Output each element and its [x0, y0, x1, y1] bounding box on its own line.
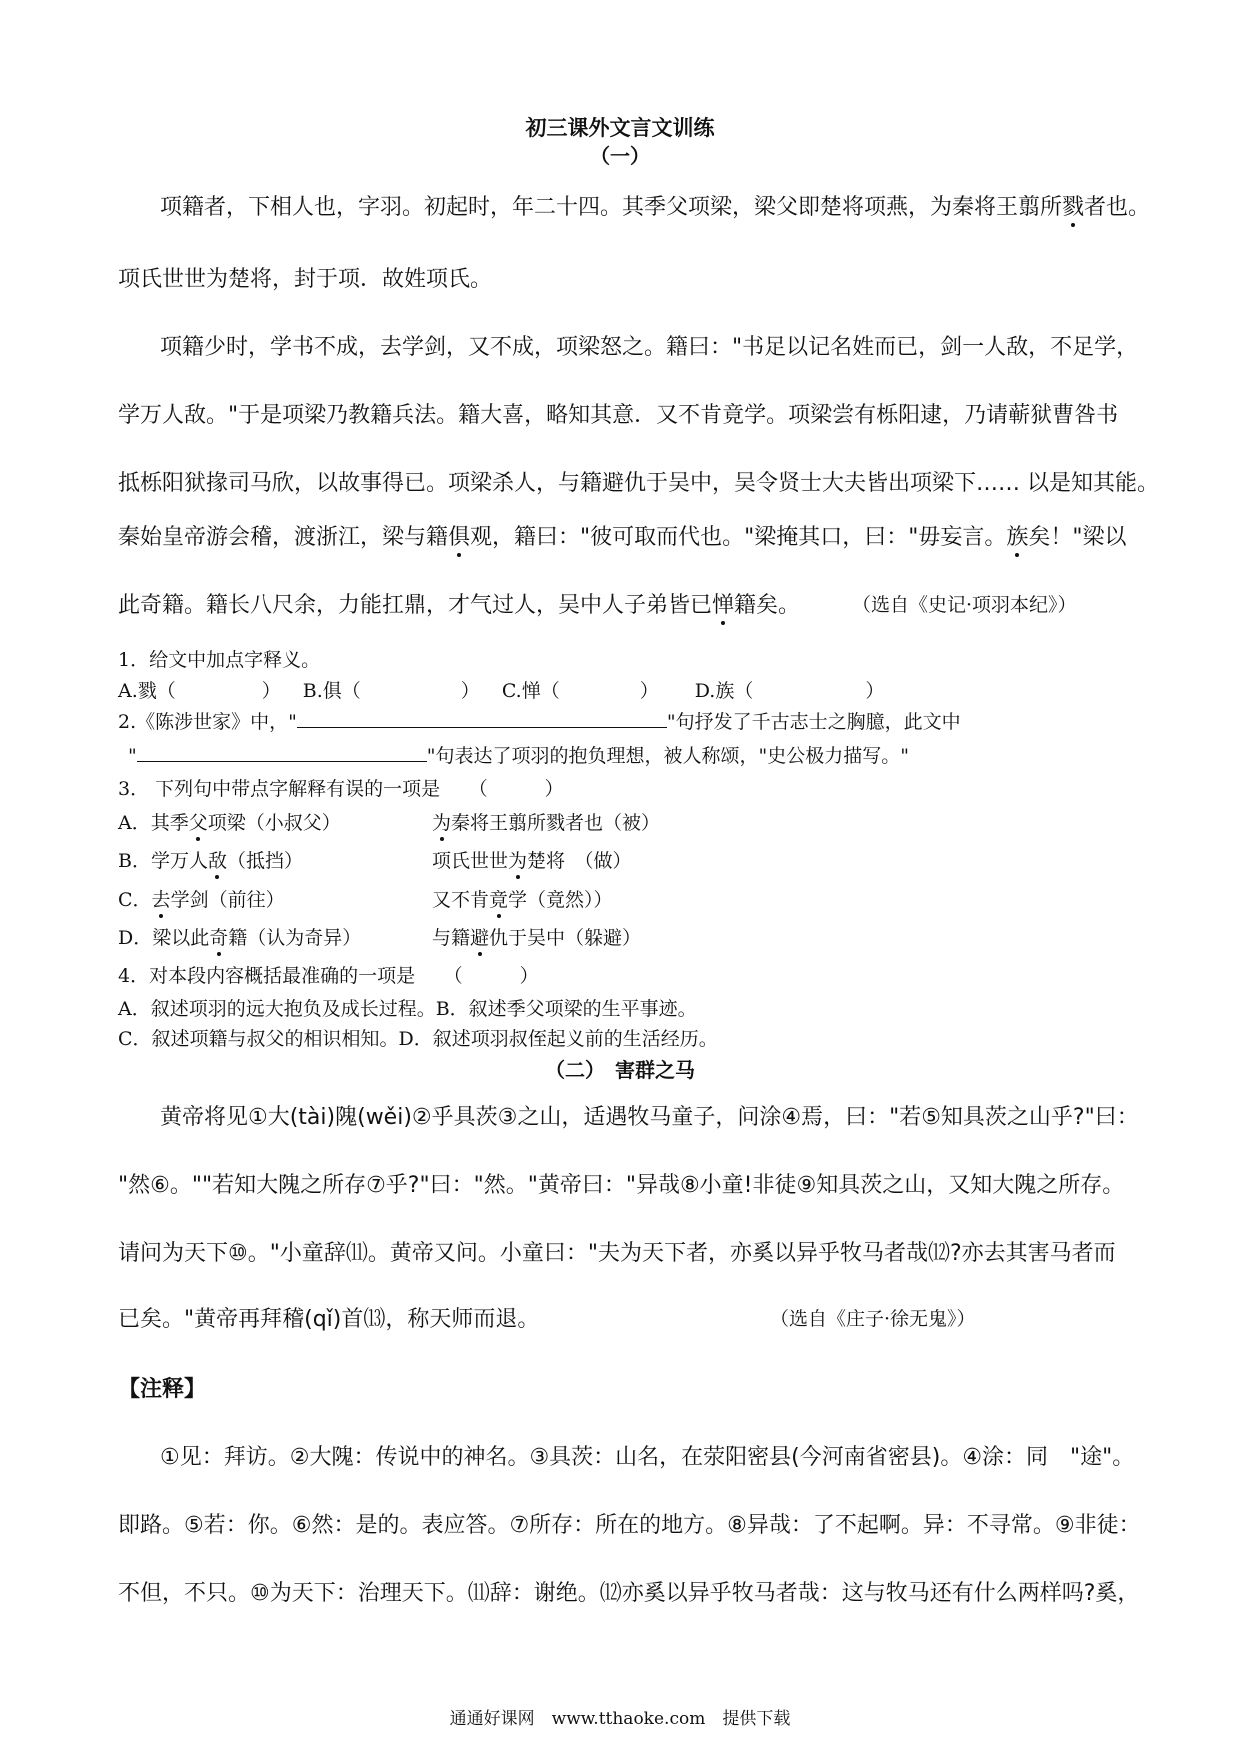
section-two-heading: （二） 害群之马 [545, 1058, 695, 1082]
passage-two-line: 请问为天下⑩。"小童辞⑾。黄帝又问。小童曰："夫为天下者，亦奚以异乎牧马者哉⑿?亦去其害马者而 [118, 1241, 1116, 1266]
passage-two-line: 黄帝将见①大(tài)隗(wěi)②乎具茨③之山，适遇牧马童子，问涂④焉，曰："若⑤知具茨之山乎?"曰： [160, 1105, 1139, 1130]
question-3-option-a-right: 为秦将王翦所戮者也（被） [432, 808, 660, 835]
page-footer: 通通好课网 www.tthaoke.com 提供下载 [449, 1709, 791, 1729]
question-3-option-a: A．其季父项梁（小叔父） [118, 808, 341, 835]
notes-line: 不但，不只。⑩为天下：治理天下。⑾辞：谢绝。⑿亦奚以异乎牧马者哉：这与牧马还有什么两样吗?奚， [118, 1581, 1140, 1606]
passage-one-line: 项籍者，下相人也，字羽。初起时，年二十四。其季父项梁，梁父即楚将项燕，为秦将王翦所戮者也。 [160, 190, 1150, 221]
notes-line: 即路。⑤若：你。⑥然：是的。表应答。⑦所存：所在的地方。⑧异哉：了不起啊。异：不寻常。⑨非徒： [118, 1513, 1141, 1538]
question-2: 2.《陈涉世家》中，" "句抒发了千古志士之胸臆，此文中 [118, 711, 961, 733]
answer-blank[interactable] [297, 709, 667, 728]
dotted-char: 为 [508, 846, 527, 873]
question-4-options-ab: A．叙述项羽的远大抱负及成长过程。B．叙述季父项梁的生平事迹。 [118, 998, 697, 1020]
answer-blank[interactable] [137, 743, 427, 762]
question-4-options-cd: C．叙述项籍与叔父的相识相知。D．叙述项羽叔侄起义前的生活经历。 [118, 1028, 718, 1050]
notes-heading: 【注释】 [118, 1377, 207, 1402]
passage-two-line: 已矣。"黄帝再拜稽(qǐ)首⒀，称天师而退。 [118, 1307, 540, 1332]
dotted-char: 去 [152, 885, 171, 912]
passage-one-line: 此奇籍。籍长八尺余，力能扛鼎，才气过人，吴中人子弟皆已惮籍矣。 [118, 588, 800, 619]
question-4: 4．对本段内容概括最准确的一项是 （ ） [118, 965, 539, 987]
source-citation: （选自《庄子·徐无鬼》） [770, 1308, 976, 1330]
question-3: 3． 下列句中带点字解释有误的一项是 （ ） [118, 778, 564, 800]
question-3-option-c-right: 又不肯竟学（竟然）） [432, 885, 613, 912]
question-3-option-d: D．梁以此奇籍（认为奇异） [118, 923, 361, 950]
document-title: 初三课外文言文训练 [525, 116, 715, 140]
question-2-continued: " "句表达了项羽的抱负理想，被人称颂，"史公极力描写。" [128, 745, 909, 767]
dotted-char: 为 [432, 808, 451, 835]
dotted-char: 奇 [209, 923, 228, 950]
dotted-char: 竟 [489, 885, 508, 912]
source-citation: （选自《史记·项羽本纪》） [852, 594, 1077, 616]
question-3-option-b-right: 项氏世世为楚将 （做） [432, 846, 632, 873]
question-3-option-c: C．去学剑（前往） [118, 885, 285, 912]
dotted-char: 族 [1006, 520, 1028, 551]
dotted-char: 惮 [712, 588, 734, 619]
passage-one-line: 学万人敌。"于是项梁乃教籍兵法。籍大喜，略知其意．又不肯竟学。项梁尝有栎阳逮，乃请蕲狱曹咎书 [118, 403, 1119, 428]
dotted-char: 避 [470, 923, 489, 950]
passage-one-line: 抵栎阳狱掾司马欣，以故事得已。项梁杀人，与籍避仇于吴中，吴令贤士大夫皆出项梁下…… 以是知其能。 [118, 471, 1159, 496]
section-one-heading: （一） [590, 144, 650, 168]
dotted-char: 敌 [208, 846, 227, 873]
passage-one-line: 项氏世世为楚将，封于项．故姓项氏。 [118, 267, 493, 292]
passage-one-line: 项籍少时，学书不成，去学剑，又不成，项梁怒之。籍曰："书足以记名姓而已，剑一人敌，不足学， [160, 335, 1139, 360]
question-3-option-b: B．学万人敌（抵挡） [118, 846, 303, 873]
question-1: 1．给文中加点字释义。 [118, 649, 321, 671]
dotted-char: 父 [189, 808, 208, 835]
question-3-option-d-right: 与籍避仇于吴中（躲避） [432, 923, 641, 950]
dotted-char: 俱 [448, 520, 470, 551]
question-1-options: A.戮（ ） B.俱（ ） C.惮（ ） D.族（ ） [118, 680, 885, 702]
passage-two-line: "然⑥。""若知大隗之所存⑦乎?"曰："然。"黄帝曰："异哉⑧小童!非徒⑨知具茨之山，又知大隗之所存。 [118, 1173, 1125, 1198]
notes-line: ①见：拜访。②大隗：传说中的神名。③具茨：山名，在荥阳密县(今河南省密县)。④涂：同 "途"。 [160, 1445, 1135, 1470]
passage-one-line: 秦始皇帝游会稽，渡浙江，梁与籍俱观，籍曰："彼可取而代也。"梁掩其口，曰："毋妄言。族矣！"梁以 [118, 520, 1127, 551]
dotted-char: 戮 [1062, 190, 1084, 221]
